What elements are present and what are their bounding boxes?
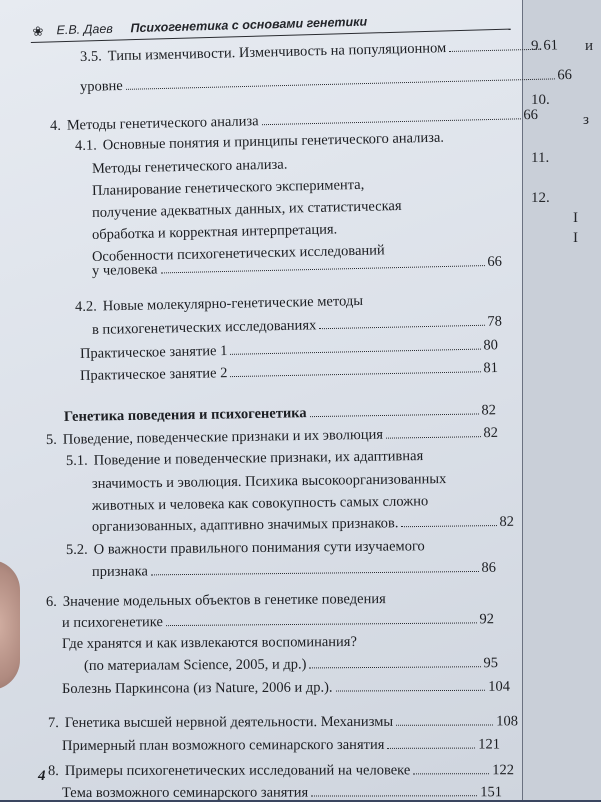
toc-entry: [92, 218, 492, 244]
toc-entry-page: 66: [487, 253, 503, 271]
toc-entry-number: 4.2.: [74, 298, 97, 315]
toc-entry-title: Методы генетического анализа: [66, 113, 259, 134]
toc-entry-page: 108: [496, 713, 519, 730]
toc-leader-dots: [311, 795, 477, 796]
toc-leader-dots: [161, 265, 485, 273]
toc-entry-title: Практическое занятие 1: [79, 342, 228, 362]
toc-entry: [92, 313, 502, 339]
toc-entry-title: Примеры психогенетических исследований на человеке: [64, 762, 411, 779]
toc-entry-title: Тема возможного семинарского занятия: [61, 784, 309, 801]
toc-entry-title: признака: [91, 563, 149, 580]
toc-entry-number: 5.: [45, 431, 57, 448]
toc-entry: [92, 470, 514, 493]
toc-entry-number: 3.5.: [79, 48, 102, 65]
toc-leader-dots: [396, 724, 493, 725]
toc-entry-title: у человека: [91, 261, 158, 279]
toc-entry-number: 8.: [47, 762, 59, 779]
toc-entry: [80, 37, 558, 66]
toc-entry-title: Болезнь Паркинсона (из Nature, 2006 и др.).: [61, 679, 333, 697]
next-page-fragment: з: [583, 112, 589, 128]
toc-leader-dots: [310, 413, 479, 417]
toc-entry-title: Особенности психогенетических исследований: [91, 242, 385, 265]
toc-entry-title: уровне: [79, 77, 123, 95]
toc-entry: [48, 713, 518, 732]
toc-entry-title: Генетика высшей нервной деятельности. Механизмы: [64, 713, 394, 731]
toc-entry: [92, 492, 514, 515]
toc-entry-title: Новые молекулярно-генетические методы: [102, 292, 364, 315]
toc-entry-title: Генетика поведения и психогенетика: [63, 405, 307, 425]
next-page-fragment: I: [573, 210, 578, 226]
toc-entry: [48, 762, 514, 780]
toc-entry-page: 92: [479, 611, 495, 628]
toc-entry: [66, 537, 498, 559]
toc-entry-title: организованных, адаптивно значимых признаков.: [91, 515, 399, 535]
toc-entry-page: 104: [488, 678, 511, 695]
toc-entry: [92, 174, 492, 200]
toc-entry: [62, 736, 500, 755]
toc-entry-title: животных и человека как совокупность самых сложно: [91, 493, 429, 514]
toc-entry-title: Типы изменчивости. Изменчивость на популяционном: [107, 40, 447, 65]
toc-leader-dots: [336, 690, 486, 692]
toc-entry-page: 80: [483, 337, 499, 354]
toc-entry: [46, 590, 494, 611]
next-page-fragment: и: [585, 38, 594, 54]
page-number: 4: [38, 768, 46, 784]
toc-entry-title: значимость и эволюция. Психика высокоорганизованных: [91, 471, 447, 492]
toc-entry-title: получение адекватных данных, их статистическая: [91, 197, 402, 221]
toc-entry-page: 78: [487, 313, 503, 330]
next-page-fragment: 11.: [531, 150, 550, 166]
toc-leader-dots: [386, 436, 480, 438]
toc-leader-dots: [230, 349, 480, 355]
toc-entry-title: Поведение и поведенческие признаки, их адаптивная: [93, 448, 424, 469]
toc-entry-page: 82: [481, 402, 497, 419]
toc-leader-dots: [230, 371, 480, 377]
toc-entry: [64, 402, 496, 426]
next-page-fragment: I: [573, 230, 578, 246]
toc-entry-title: Методы генетического анализа.: [91, 156, 288, 177]
toc-leader-dots: [449, 49, 540, 52]
toc-entry-page: 151: [480, 784, 503, 801]
toc-entry-title: в психогенетических исследованиях: [91, 317, 317, 338]
toc-entry-number: 5.2.: [65, 541, 88, 558]
toc-entry-title: Где хранятся и как извлекаются воспоминания?: [61, 633, 357, 652]
toc-entry: [80, 337, 498, 363]
toc-entry: [84, 655, 498, 675]
toc-entry-number: 6.: [45, 593, 57, 610]
toc-leader-dots: [387, 748, 475, 749]
toc-entry: [75, 290, 495, 316]
toc-entry-title: О важности правильного понимания сути изучаемого: [93, 538, 425, 558]
header-author: Е.В. Даев: [56, 21, 114, 38]
toc-entry-number: 4.1.: [74, 137, 97, 154]
toc-entry-page: 61: [543, 37, 559, 54]
toc-entry-title: и психогенетике: [61, 614, 163, 631]
toc-entry-number: 4.: [49, 117, 62, 134]
toc-leader-dots: [126, 78, 555, 89]
toc-entry-title: Планирование генетического эксперимента,: [91, 176, 365, 199]
toc-entry-page: 66: [557, 66, 573, 84]
toc-entry: [62, 633, 494, 653]
toc-entry-title: Основные понятия и принципы генетического анализа.: [102, 129, 445, 154]
toc-entry-number: 5.1.: [65, 452, 88, 469]
toc-entry: [62, 611, 494, 632]
toc-leader-dots: [151, 571, 479, 575]
toc-entry-title: Примерный план возможного семинарского занятия: [61, 736, 385, 754]
toc-entry-page: 122: [492, 762, 515, 779]
toc-entry: [62, 784, 502, 802]
toc-leader-dots: [401, 525, 496, 527]
toc-entry-page: 121: [478, 736, 501, 753]
toc-entry-page: 81: [483, 359, 499, 377]
toc-entry: [92, 560, 496, 581]
publisher-logo-icon: ❀: [32, 23, 44, 39]
toc-leader-dots: [166, 622, 477, 626]
toc-leader-dots: [309, 666, 480, 668]
toc-entry-number: 7.: [47, 714, 59, 731]
toc-entry-title: Практическое занятие 2: [79, 365, 228, 384]
toc-entry: [80, 360, 498, 385]
toc-entry-title: Поведение, поведенческие признаки и их эволюция: [62, 426, 384, 448]
toc-entry: [66, 447, 516, 470]
toc-entry-page: 82: [499, 513, 515, 531]
toc-entry: [80, 67, 572, 96]
next-page-fragment: 10.: [531, 92, 550, 108]
toc-entry-page: 66: [523, 106, 539, 124]
toc-leader-dots: [413, 773, 489, 774]
header-book-title: Психогенетика с основами генетики: [130, 14, 368, 36]
toc-entry-title: обработка и корректная интерпретация.: [91, 221, 338, 243]
toc-entry-title: (по материалам Science, 2005, и др.): [83, 656, 307, 674]
next-page-fragment: 12.: [531, 190, 550, 206]
toc-entry-page: 86: [481, 559, 497, 576]
toc-entry-page: 95: [483, 655, 499, 672]
toc-entry: [92, 152, 472, 178]
toc-leader-dots: [319, 325, 484, 329]
toc-entry-title: Значение модельных объектов в генетике поведения: [62, 591, 386, 610]
toc-entry-page: 82: [483, 424, 499, 442]
next-page-fragment: 9.: [531, 38, 543, 54]
toc-entry: [92, 514, 514, 536]
toc-entry: [46, 425, 498, 449]
toc-entry: [62, 679, 510, 698]
toc-leader-dots: [262, 118, 521, 125]
